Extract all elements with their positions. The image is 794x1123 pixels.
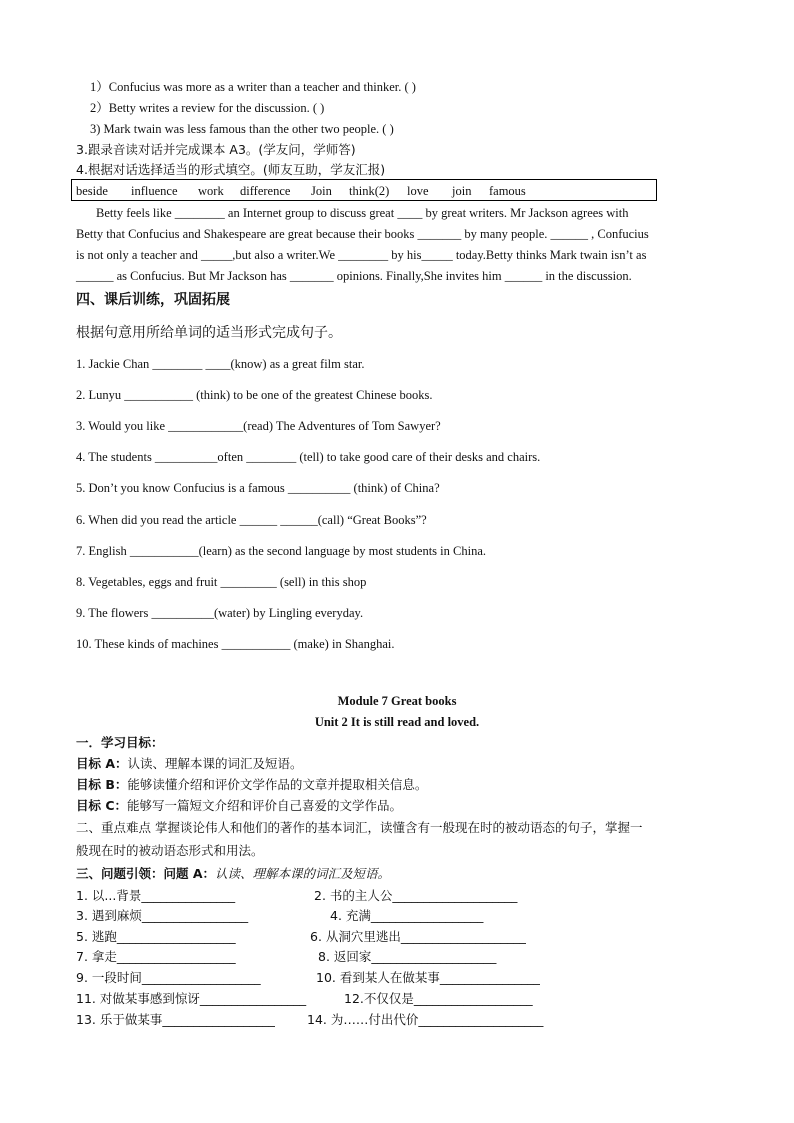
exercise-9: 9. The flowers __________(water) by Lingling everyday.	[76, 606, 364, 620]
goal-c	[76, 798, 402, 814]
exercise-4: 4. The students __________often ________ (tell) to take good care of their desks and chairs.	[76, 450, 541, 464]
goal-a-label: 目标 A：	[76, 756, 128, 771]
tf-question-3: 3) Mark twain was less famous than the other two people. ( )	[90, 122, 394, 136]
vocab-item-5: 5. 逃跑___________________	[76, 929, 236, 944]
vocab-item-11: 11. 对做某事感到惊讶_________________	[76, 991, 307, 1006]
word-box	[71, 179, 657, 201]
question-a-header	[76, 866, 390, 882]
exercise-1: 1. Jackie Chan ________ ____(know) as a great film star.	[76, 357, 365, 371]
vocab-item-1: 1. 以...背景_______________	[76, 888, 236, 903]
goal-b	[76, 777, 427, 793]
task-4: 4.根据对话选择适当的形式填空。(师友互助，学友汇报)	[76, 162, 386, 177]
word-box-item: influence	[131, 184, 178, 198]
vocab-item-12: 12.不仅仅是___________________	[344, 991, 533, 1006]
goal-b-text: 能够读懂介绍和评价文学作品的文章并提取相关信息。	[127, 777, 428, 792]
word-box-item: famous	[489, 184, 526, 198]
passage-line-3: is not only a teacher and _____,but also a writer.We ________ by his_____ today.Betty thinks Mark twain isn’t as	[76, 248, 647, 262]
vocab-item-14: 14. 为……付出代价____________________	[307, 1012, 544, 1027]
goal-c-text: 能够写一篇短文介绍和评价自己喜爱的文学作品。	[127, 798, 403, 813]
unit-title: Unit 2 It is still read and loved.	[314, 715, 480, 729]
vocab-item-7: 7. 拿走___________________	[76, 949, 236, 964]
word-box-item: join	[452, 184, 472, 198]
exercise-2: 2. Lunyu ___________ (think) to be one of the greatest Chinese books.	[76, 388, 433, 402]
goal-b-label: 目标 B：	[76, 777, 128, 792]
exercise-7: 7. English ___________(learn) as the second language by most students in China.	[76, 544, 487, 558]
task-3: 3.跟录音读对话并完成课本 A3。(学友问，学师答)	[76, 142, 356, 157]
vocab-item-6: 6. 从洞穴里逃出____________________	[310, 929, 526, 944]
word-box-item: think(2)	[349, 184, 390, 198]
goal-c-label: 目标 C：	[76, 798, 128, 813]
section-4-instruction: 根据句意用所给单词的适当形式完成句子。	[76, 325, 342, 341]
word-box-item: work	[198, 184, 224, 198]
passage-line-2: Betty that Confucius and Shakespeare are great because their books _______ by many people. ______ , Confucius	[76, 227, 649, 241]
module-title: Module 7 Great books	[337, 694, 457, 708]
word-box-item: Join	[311, 184, 332, 198]
vocab-item-2: 2. 书的主人公____________________	[314, 888, 518, 903]
goal-a	[76, 756, 303, 772]
exercise-5: 5. Don’t you know Confucius is a famous __________ (think) of China?	[76, 481, 440, 495]
tf-question-1: 1）Confucius was more as a writer than a teacher and thinker. ( )	[90, 80, 416, 94]
passage-line-4: ______ as Confucius. But Mr Jackson has _______ opinions. Finally,She invites him ______ in the discussion.	[76, 269, 632, 283]
word-box-item: beside	[76, 184, 108, 198]
goals-header: 一．学习目标：	[76, 735, 164, 750]
exercise-3: 3. Would you like ____________(read) The Adventures of Tom Sawyer?	[76, 419, 441, 433]
key-points-line-2: 般现在时的被动语态形式和用法。	[76, 843, 264, 858]
vocab-item-4: 4. 充满__________________	[330, 908, 484, 923]
question-a-text: 认读、理解本课的词汇及短语。	[215, 866, 391, 881]
exercise-6: 6. When did you read the article ______ ______(call) “Great Books”?	[76, 513, 427, 527]
exercise-8: 8. Vegetables, eggs and fruit _________ (sell) in this shop	[76, 575, 367, 589]
goal-a-text: 认读、理解本课的词汇及短语。	[127, 756, 303, 771]
vocab-item-13: 13. 乐于做某事__________________	[76, 1012, 275, 1027]
vocab-item-3: 3. 遇到麻烦_________________	[76, 908, 249, 923]
passage-line-1: Betty feels like ________ an Internet group to discuss great ____ by great writers. Mr Jackson agrees with	[96, 206, 629, 220]
vocab-item-10: 10. 看到某人在做某事________________	[316, 970, 540, 985]
word-box-item: love	[407, 184, 429, 198]
question-a-label: 三、问题引领：问题 A：	[76, 866, 216, 881]
key-points-line-1: 二、重点难点 掌握谈论伟人和他们的著作的基本词汇，读懂含有一般现在时的被动语态的句子，掌握一	[76, 820, 643, 835]
exercise-10: 10. These kinds of machines ___________ (make) in Shanghai.	[76, 637, 395, 651]
section-4-title: 四、课后训练，巩固拓展	[76, 292, 230, 308]
vocab-item-9: 9. 一段时间___________________	[76, 970, 261, 985]
word-box-item: difference	[240, 184, 291, 198]
tf-question-2: 2）Betty writes a review for the discussion. ( )	[90, 101, 325, 115]
vocab-item-8: 8. 返回家____________________	[318, 949, 497, 964]
